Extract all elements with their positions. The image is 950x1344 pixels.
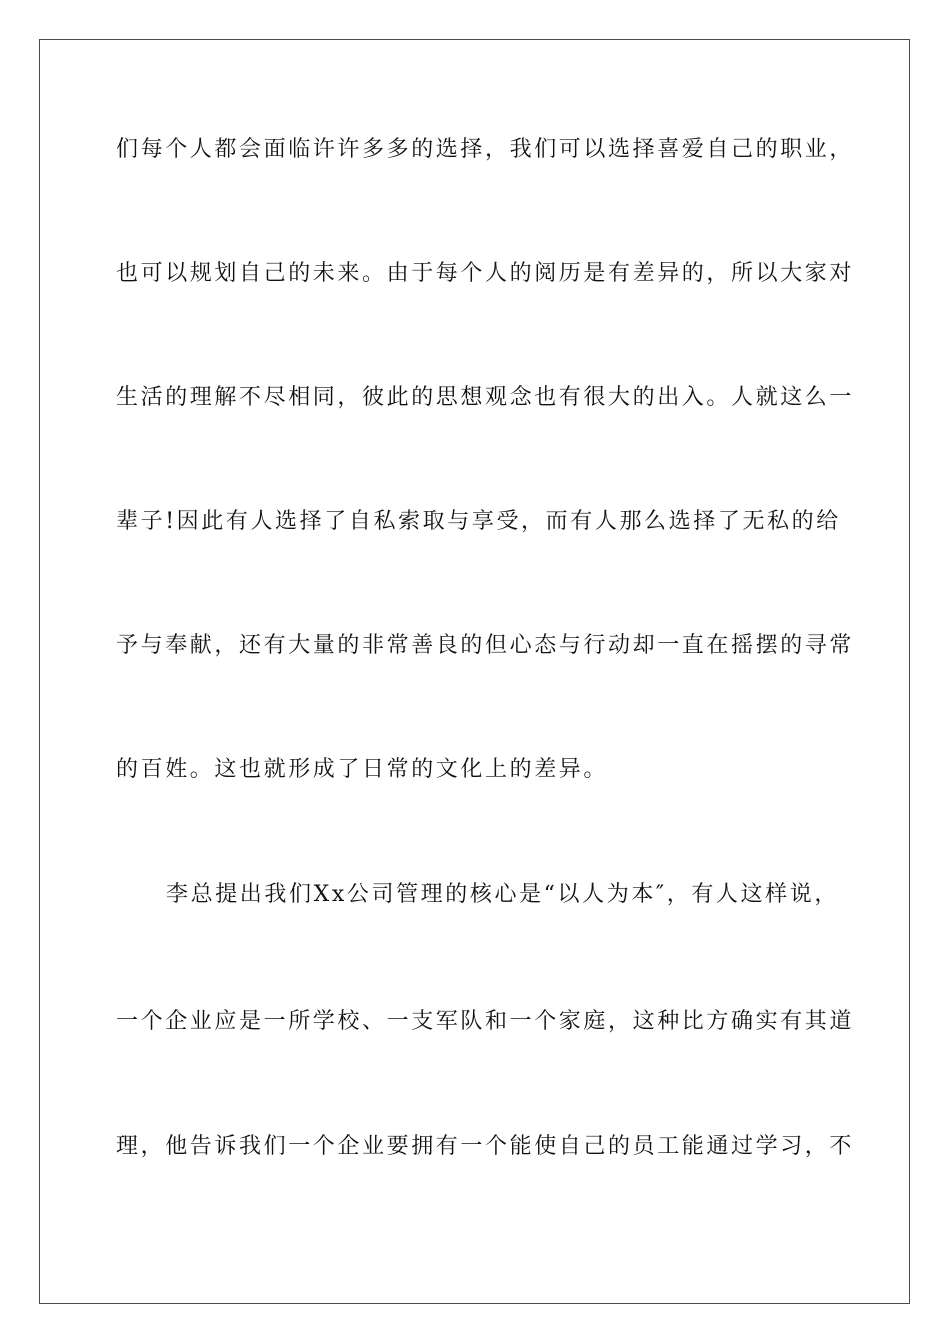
page-border xyxy=(39,39,910,1304)
paragraph-line-9: 理，他告诉我们一个企业要拥有一个能使自己的员工能通过学习，不 xyxy=(116,1134,855,1159)
paragraph-line-3: 生活的理解不尽相同，彼此的思想观念也有很大的出入。人就这么一 xyxy=(116,385,855,410)
paragraph-line-7: 李总提出我们Xx公司管理的核心是“以人为本″，有人这样说， xyxy=(166,882,839,907)
paragraph-line-2: 也可以规划自己的未来。由于每个人的阅历是有差异的，所以大家对 xyxy=(116,261,855,286)
paragraph-line-8: 一个企业应是一所学校、一支军队和一个家庭，这种比方确实有其道 xyxy=(116,1009,855,1034)
paragraph-line-1: 们每个人都会面临许许多多的选择，我们可以选择喜爱自己的职业， xyxy=(116,137,855,162)
paragraph-line-4: 辈子!因此有人选择了自私索取与享受，而有人那么选择了无私的给 xyxy=(116,509,841,534)
paragraph-line-6: 的百姓。这也就形成了日常的文化上的差异。 xyxy=(116,757,609,782)
paragraph-line-5: 予与奉献，还有大量的非常善良的但心态与行动却一直在摇摆的寻常 xyxy=(116,633,855,658)
